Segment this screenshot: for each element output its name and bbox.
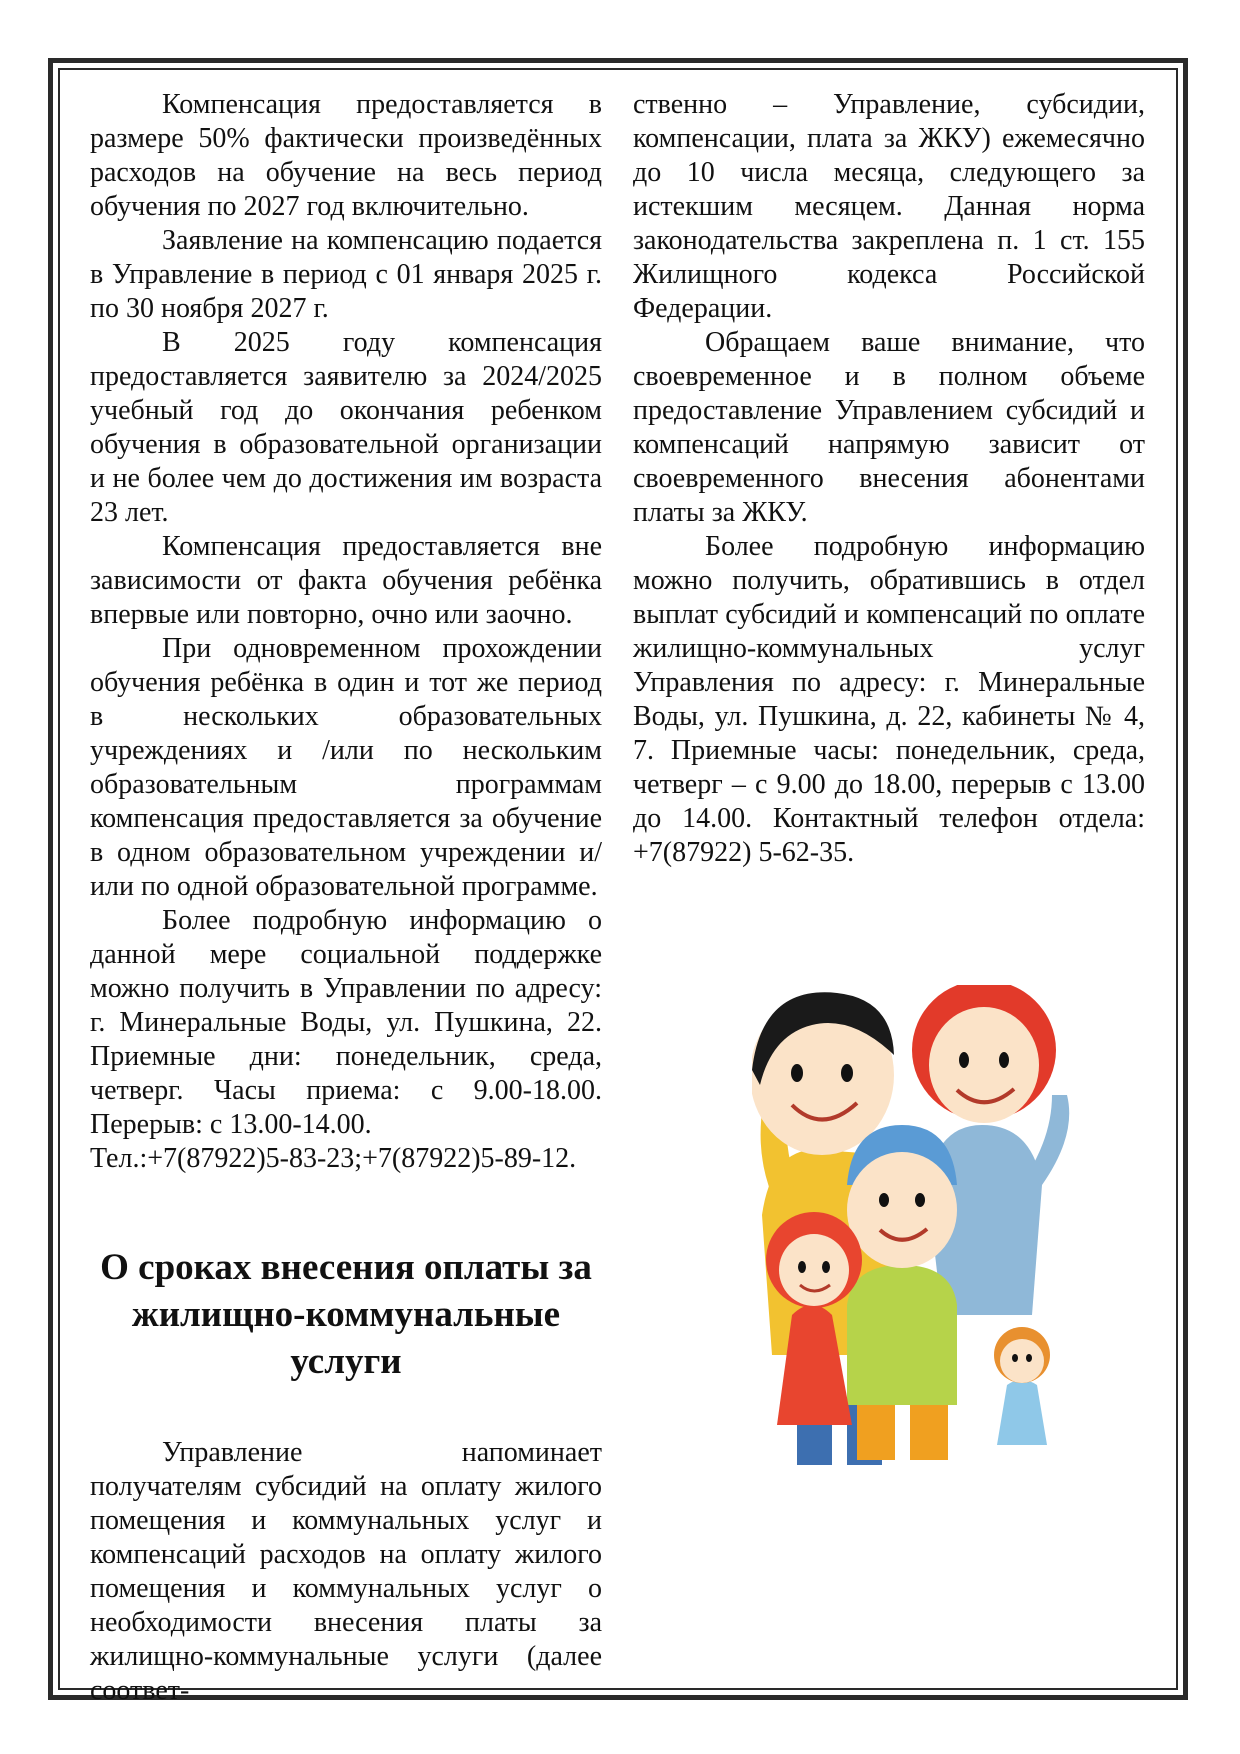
- paragraph: В 2025 году компенсация предоставляется заявителю за 2024/2025 учебный год до окончания ребенком обучения в образовательной организации и не более чем до достижения им возраста 23 лет.: [90, 327, 602, 528]
- right-column: [633, 88, 1145, 870]
- paragraph: Компенсация предоставляется в размере 50% фактически произведённых расходов на обучение на весь период обучения по 2027 год включительно.: [90, 89, 602, 222]
- paragraph: Управление напоминает получателям субсидий на оплату жилого помещения и коммунальных услуг и компенсаций расходов на оплату жилого помещения и коммунальных услуг о необходимости внесения платы за жилищно-коммунальные услуги (далее соответ-: [90, 1437, 602, 1706]
- paragraph: При одновременном прохождении обучения ребёнка в один и тот же период в нескольких образовательных учреждениях и /или по нескольким образовательным программам компенсация предоставляется за обучение в одном образовательном учреждении и/или по одной образовательной программе.: [90, 633, 602, 902]
- paragraph: Компенсация предоставляется вне зависимости от факта обучения ребёнка впервые или повторно, очно или заочно.: [90, 531, 602, 630]
- paragraph: Более подробную информацию можно получить, обратившись в отдел выплат субсидий и компенсаций по оплате жилищно-коммунальных услуг Управления по адресу: г. Минеральные Воды, ул. Пушкина, д. 22, кабинеты № 4, 7. Приемные часы: понедельник, среда, четверг – с 9.00 до 18.00, перерыв с 13.00 до 14.00. Контактный телефон отдела: +7(87922) 5-62-35.: [633, 531, 1145, 868]
- paragraph: ственно – Управление, субсидии, компенсации, плата за ЖКУ) ежемесячно до 10 числа месяца, следующего за истекшим месяцем. Данная норма законодательства закреплена п. 1 ст. 155 Жилищного кодекса Российской Федерации.: [633, 89, 1145, 324]
- section-heading: О сроках внесения оплаты за жилищно-коммунальные услуги: [100, 1247, 592, 1382]
- paragraph: Более подробную информацию о данной мере социальной поддержке можно получить в Управлении по адресу: г. Минеральные Воды, ул. Пушкина, 22. Приемные дни: понедельник, среда, четверг. Часы приема: с 9.00-18.00. Перерыв: с 13.00-14.00.: [90, 905, 602, 1140]
- toddler-figure: [994, 1327, 1050, 1445]
- cartoon-family-illustration: [752, 985, 1082, 1485]
- paragraph: Обращаем ваше внимание, что своевременное и в полном объеме предоставление Управлением субсидий и компенсаций напрямую зависит от своевременного внесения абонентами платы за ЖКУ.: [633, 327, 1145, 528]
- section-intro: [90, 1436, 602, 1708]
- phone-line: Тел.:+7(87922)5-83-23;+7(87922)5-89-12.: [90, 1143, 577, 1174]
- left-column: [90, 88, 602, 1176]
- paragraph: Заявление на компенсацию подается в Управление в период с 01 января 2025 г. по 30 ноября 2027 г.: [90, 225, 602, 324]
- boy-figure: [847, 1125, 957, 1460]
